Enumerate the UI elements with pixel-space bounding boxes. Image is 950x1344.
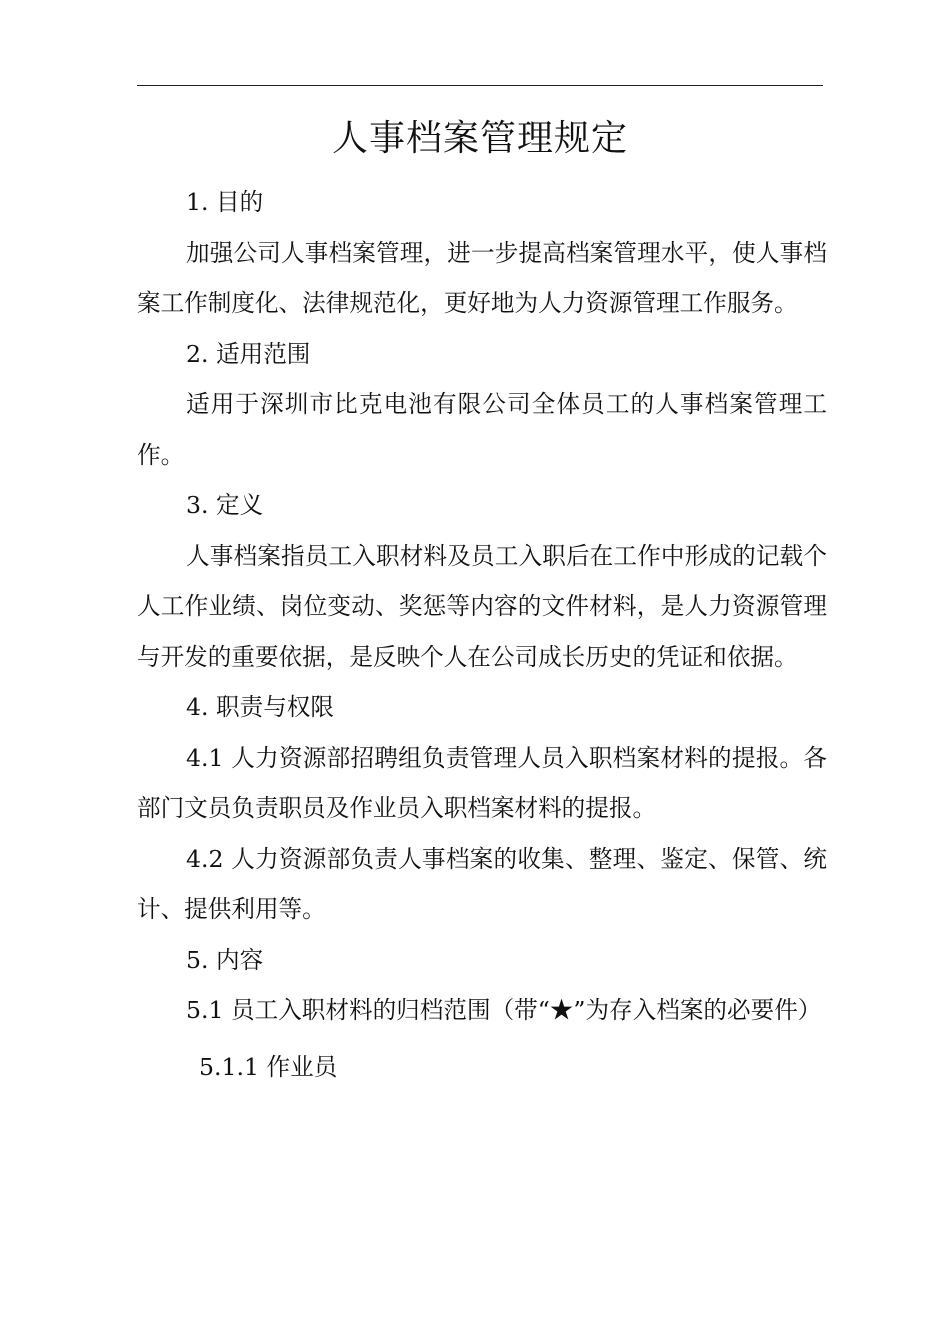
subsection-heading-5-1-1: 5.1.1 作业员: [199, 1052, 338, 1081]
section-heading-purpose: 1. 目的: [186, 188, 264, 216]
section-heading-scope: 2. 适用范围: [186, 339, 311, 368]
paragraph-content-5-1: 5.1 员工入职材料的归档范围（带“★”为存入档案的必要件）: [186, 996, 822, 1024]
document-body: [137, 177, 827, 1092]
paragraph-purpose: 加强公司人事档案管理，进一步提高档案管理水平，使人事档案工作制度化、法律规范化，更好地为人力资源管理工作服务。: [137, 238, 827, 317]
paragraph-scope: 适用于深圳市比克电池有限公司全体员工的人事档案管理工作。: [137, 390, 827, 469]
section-heading-content: 5. 内容: [186, 945, 264, 974]
document-title: 人事档案管理规定: [331, 118, 628, 159]
paragraph-definition: 人事档案指员工入职材料及员工入职后在工作中形成的记载个人工作业绩、岗位变动、奖惩等内容的文件材料，是人力资源管理与开发的重要依据，是反映个人在公司成长历史的凭证和依据。: [137, 541, 827, 671]
paragraph-responsibility-4-1: 4.1 人力资源部招聘组负责管理人员入职档案材料的提报。各部门文员负责职员及作业员入职档案材料的提报。: [137, 743, 827, 822]
section-heading-definition: 3. 定义: [186, 491, 264, 519]
section-heading-responsibilities: 4. 职责与权限: [186, 693, 334, 721]
header-rule: [137, 85, 823, 86]
paragraph-responsibility-4-2: 4.2 人力资源部负责人事档案的收集、整理、鉴定、保管、统计、提供利用等。: [137, 844, 827, 923]
